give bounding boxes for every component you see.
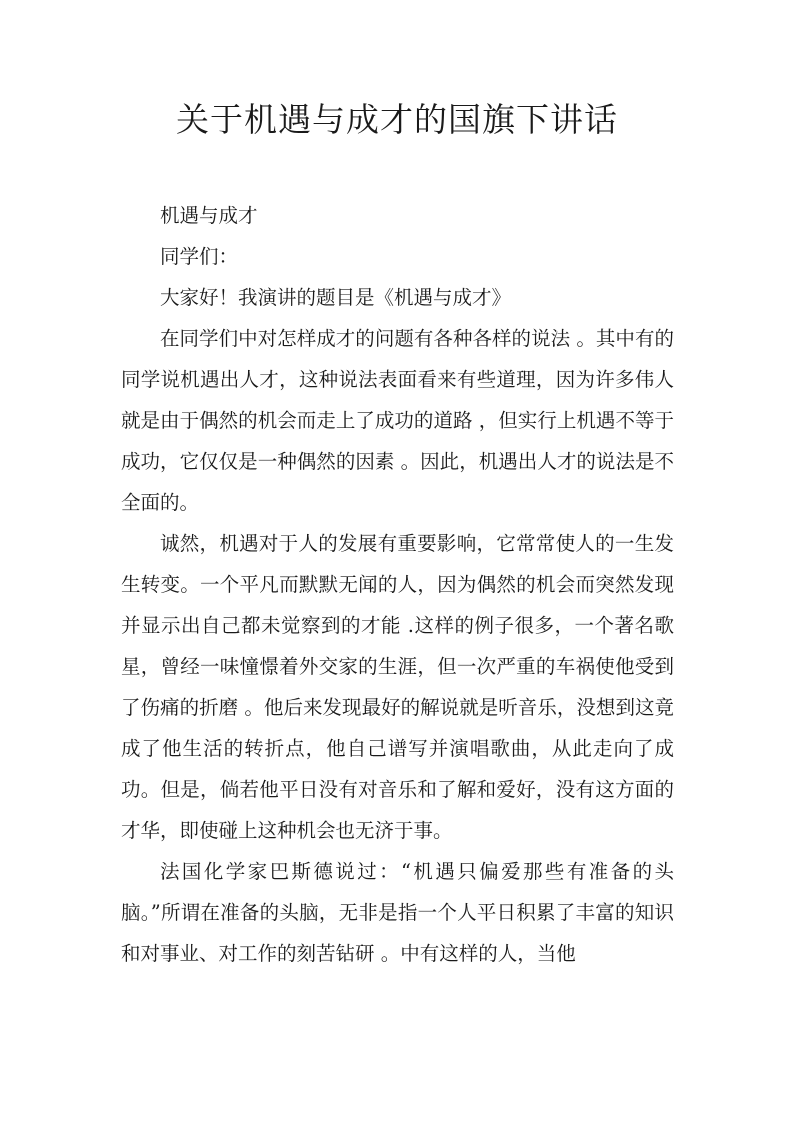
paragraph: 法国化学家巴斯德说过：“机遇只偏爱那些有准备的头脑。”所谓在准备的头脑，无非是指一个人平日积累了丰富的知识和对事业、对工作的刻苦钻研 。中有这样的人，当他: [121, 860, 674, 965]
document-title: 关于机遇与成才的国旗下讲话: [176, 100, 618, 139]
paragraph-heading: 机遇与成才: [160, 204, 258, 227]
document-body: [121, 195, 674, 974]
paragraph-greeting: 大家好！我演讲的题目是《机遇与成才》: [160, 286, 512, 309]
paragraph: 诚然，机遇对于人的发展有重要影响，它常常使人的一生发生转变。一个平凡而默默无闻的人，因为偶然的机会而突然发现并显示出自己都未觉察到的才能 .这样的例子很多，一个著名歌星，曾经一味憧憬着外交家的生涯，但一次严重的车祸使他受到了伤痛的折磨 。他后来发现最好的解说就是听音乐，没想到这竟成了他生活的转折点，他自己谱写并演唱歌曲，从此走向了成功。但是，倘若他平日没有对音乐和了解和爱好，没有这方面的才华，即使碰上这种机会也无济于事。: [121, 532, 674, 842]
paragraph: 在同学们中对怎样成才的问题有各种各样的说法 。其中有的同学说机遇出人才，这种说法表面看来有些道理，因为许多伟人就是由于偶然的机会而走上了成功的道路 ，但实行上机遇不等于成功，它仅仅是一种偶然的因素 。因此，机遇出人才的说法是不全面的。: [121, 327, 674, 514]
paragraph-salutation: 同学们：: [160, 245, 239, 268]
